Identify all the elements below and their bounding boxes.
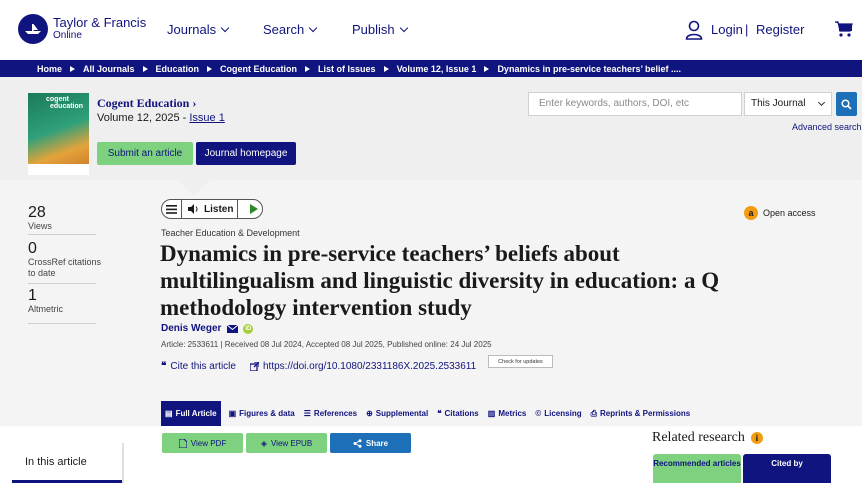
list-icon: ☰ — [303, 409, 311, 418]
open-access-label: Open access — [763, 208, 816, 218]
search-button[interactable] — [836, 92, 857, 116]
share-icon — [353, 439, 362, 448]
sidebar-divider — [122, 443, 124, 483]
orcid-icon[interactable]: iD — [245, 325, 252, 332]
related-research-heading — [652, 430, 763, 446]
metric-views — [28, 204, 52, 232]
tab-figures[interactable] — [229, 409, 295, 418]
breadcrumb-cogent-education[interactable]: Cogent Education — [220, 63, 298, 74]
header-separator: | — [745, 22, 749, 37]
breadcrumb-arrow-icon — [484, 66, 489, 72]
metric-divider — [28, 234, 96, 235]
article-subject: Teacher Education & Development — [161, 228, 300, 238]
cited-by-tab[interactable]: Cited by — [743, 454, 831, 483]
author-name[interactable]: Denis Weger — [161, 323, 222, 334]
article-tabs — [161, 401, 699, 426]
document-icon: ▤ — [165, 409, 173, 418]
journal-volume-text: Volume 12, 2025 - — [97, 112, 187, 124]
tab-reprints-label: Reprints & Permissions — [600, 409, 691, 418]
breadcrumb-list-of-issues[interactable]: List of Issues — [318, 63, 376, 74]
share-label: Share — [365, 438, 389, 448]
article-title: Dynamics in pre-service teachers’ beliefs about multilingualism and linguistic diversity in education: a Q methodology intervention study — [160, 241, 720, 320]
chevron-down-icon — [221, 24, 229, 32]
metric-altmetric[interactable] — [28, 287, 63, 315]
metric-altmetric-label: Altmetric — [28, 304, 64, 314]
breadcrumb — [0, 60, 862, 77]
metric-divider — [28, 323, 96, 324]
metric-altmetric-value: 1 — [28, 287, 37, 304]
metric-views-value: 28 — [28, 204, 46, 221]
breadcrumb-all-journals[interactable]: All Journals — [83, 63, 135, 74]
site-header — [0, 0, 862, 60]
logo-name: Taylor & Francis — [53, 15, 147, 30]
tab-figures-label: Figures & data — [239, 409, 295, 418]
breadcrumb-arrow-icon — [70, 66, 75, 72]
nav-journals-label: Journals — [167, 22, 217, 37]
journal-title[interactable] — [97, 96, 196, 111]
open-access-icon: a — [744, 206, 758, 220]
journal-cover-image[interactable] — [28, 93, 89, 175]
nav-search-label: Search — [263, 22, 305, 37]
author-line — [161, 323, 253, 334]
recommended-articles-tab[interactable]: Recommended articles — [653, 454, 741, 483]
view-pdf-label: View PDF — [190, 438, 227, 448]
cart-icon[interactable] — [835, 20, 853, 43]
share-button[interactable] — [330, 433, 411, 453]
play-icon[interactable] — [250, 204, 258, 214]
tab-supplemental-label: Supplemental — [375, 409, 429, 418]
view-pdf-button[interactable] — [162, 433, 243, 453]
search-icon — [841, 99, 852, 110]
doi-text: https://doi.org/10.1080/2331186X.2025.2533611 — [263, 361, 477, 372]
tab-full-article-label: Full Article — [175, 409, 217, 418]
band-pointer — [177, 180, 211, 195]
breadcrumb-home[interactable]: Home — [37, 63, 63, 74]
epub-icon: ◈ — [260, 438, 267, 448]
image-icon: ▣ — [228, 409, 237, 418]
chevron-down-icon — [818, 99, 825, 106]
journal-title-arrow: › — [192, 96, 197, 110]
tab-metrics[interactable] — [488, 409, 527, 418]
breadcrumb-arrow-icon — [207, 66, 212, 72]
breadcrumb-arrow-icon — [305, 66, 310, 72]
chevron-down-icon — [399, 24, 407, 32]
metric-views-label: Views — [28, 221, 52, 231]
breadcrumb-arrow-icon — [384, 66, 389, 72]
bar-chart-icon: ▥ — [487, 409, 496, 418]
link-icon — [250, 362, 259, 371]
tab-references-label: References — [313, 409, 358, 418]
submit-article-button[interactable]: Submit an article — [97, 142, 193, 165]
nav-publish-label: Publish — [352, 22, 395, 37]
journal-title-text: Cogent Education — [97, 96, 190, 110]
logo-text — [53, 16, 146, 42]
tab-full-article[interactable] — [161, 401, 221, 426]
listen-label: Listen — [204, 203, 234, 215]
listen-player[interactable] — [161, 199, 263, 219]
tab-supplemental[interactable] — [366, 409, 428, 418]
search-scope-value: This Journal — [751, 98, 806, 109]
related-research-title: Related research — [652, 430, 745, 445]
journal-volume — [97, 112, 225, 124]
metric-crossref — [28, 240, 106, 279]
open-access-badge — [744, 206, 816, 220]
cover-footer — [28, 164, 89, 175]
menu-icon[interactable] — [162, 200, 182, 218]
logo-sub: Online — [53, 30, 82, 41]
tandf-logo[interactable] — [18, 14, 146, 44]
check-updates-label: Check for updates — [498, 358, 543, 365]
reprint-icon: ⎙ — [590, 408, 597, 418]
tab-licensing[interactable] — [535, 409, 581, 418]
check-for-updates-button[interactable] — [488, 355, 553, 368]
tab-reprints[interactable] — [591, 409, 691, 419]
mail-icon[interactable] — [227, 325, 238, 333]
user-icon[interactable] — [685, 20, 703, 45]
doi-link[interactable] — [250, 361, 476, 372]
in-this-article-heading[interactable]: In this article — [25, 456, 87, 468]
metric-crossref-label: CrossRef citations to date — [28, 257, 102, 278]
cover-text-1: cogent — [46, 96, 69, 103]
nav-journals[interactable] — [167, 22, 228, 37]
cc-icon: © — [535, 409, 542, 418]
issue-link[interactable]: Issue 1 — [189, 112, 225, 124]
quote-icon: ❝ — [161, 361, 167, 372]
breadcrumb-education[interactable]: Education — [155, 63, 200, 74]
pdf-icon — [179, 439, 187, 448]
plus-icon: ⊕ — [366, 409, 373, 418]
info-icon[interactable]: i — [751, 432, 763, 444]
metric-divider — [28, 283, 96, 284]
breadcrumb-current-article: Dynamics in pre-service teachers’ belief .... — [497, 63, 682, 74]
register-link[interactable]: Register — [756, 22, 805, 37]
view-epub-button[interactable] — [246, 433, 327, 453]
advanced-search-link[interactable]: Advanced search — [792, 122, 862, 132]
metric-crossref-value: 0 — [28, 240, 37, 257]
cite-this-article-link[interactable] — [161, 361, 236, 372]
tab-licensing-label: Licensing — [544, 409, 582, 418]
breadcrumb-arrow-icon — [143, 66, 148, 72]
view-epub-label: View EPUB — [270, 438, 313, 448]
tab-citations-label: Citations — [444, 409, 479, 418]
listen-divider — [237, 200, 238, 218]
nav-publish[interactable] — [352, 22, 407, 37]
journal-homepage-button[interactable]: Journal homepage — [196, 142, 296, 165]
speaker-icon — [188, 204, 199, 214]
search-scope-select[interactable] — [744, 92, 832, 116]
tab-metrics-label: Metrics — [498, 409, 527, 418]
search-input[interactable]: Enter keywords, authors, DOI, etc — [528, 92, 742, 116]
breadcrumb-volume-issue[interactable]: Volume 12, Issue 1 — [396, 63, 477, 74]
cite-label: Cite this article — [170, 361, 236, 372]
tab-references[interactable] — [304, 409, 357, 418]
nav-search[interactable] — [263, 22, 316, 37]
tab-citations[interactable] — [437, 409, 479, 418]
cover-text-2: education — [50, 103, 84, 110]
login-link[interactable]: Login — [711, 22, 743, 37]
logo-mark-icon — [18, 14, 48, 44]
article-info: Article: 2533611 | Received 08 Jul 2024, Accepted 08 Jul 2025, Published online: 24 Jul 2025 — [161, 340, 492, 349]
chevron-down-icon — [309, 24, 317, 32]
quote-icon: ❝ — [437, 409, 442, 418]
